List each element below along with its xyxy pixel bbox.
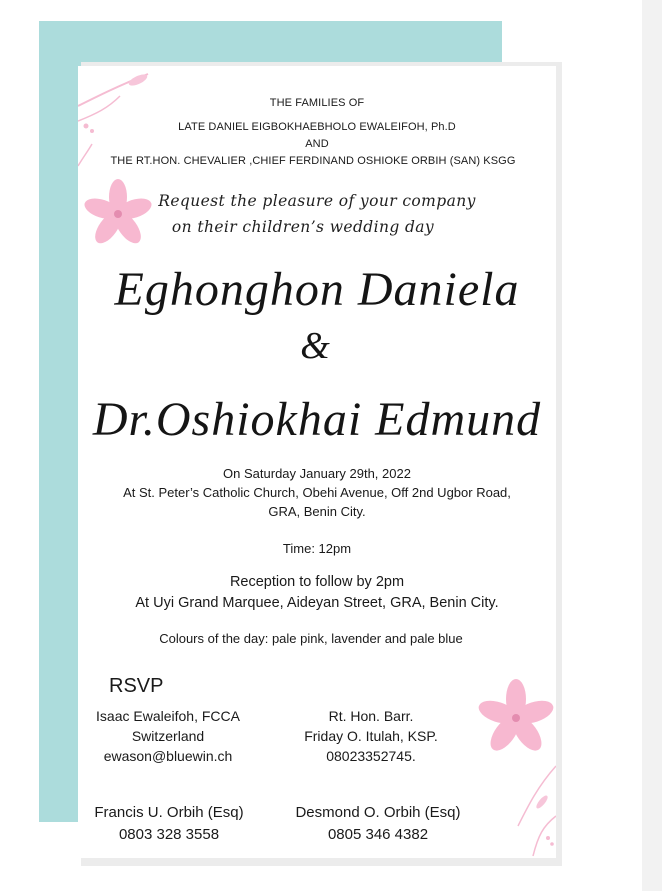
reception-line-1: Reception to follow by 2pm	[229, 574, 405, 590]
family-2: THE RT.HON. CHEVALIER ,CHIEF FERDINAND OSHIOKE ORBIH (SAN) KSGG	[110, 155, 516, 167]
rsvp-title: RSVP	[109, 675, 164, 697]
rsvp-contact-1	[84, 706, 252, 766]
contact-phone[interactable]: 0803 328 3558	[118, 826, 220, 843]
reception-line-2: At Uyi Grand Marquee, Aideyan Street, GRA, Benin City.	[135, 595, 499, 611]
request-line-2: on their children’s wedding day	[171, 218, 435, 236]
conjunction: AND	[305, 138, 329, 150]
request-line-1: Request the pleasure of your company	[158, 192, 476, 210]
bride-name: Eghonghon Daniela	[114, 263, 520, 316]
family-1: LATE DANIEL EIGBOKHAEBHOLO EWALEIFOH, Ph.D	[178, 121, 456, 133]
venue-line-2: GRA, Benin City.	[268, 504, 366, 519]
rsvp-contact-2	[286, 706, 456, 766]
pink-flower-icon	[476, 678, 556, 758]
rsvp-contact-4	[284, 802, 472, 846]
contact-name: Friday O. Itulah, KSP.	[304, 728, 438, 744]
contact-phone[interactable]: 08023352745.	[326, 748, 416, 764]
contact-name: Isaac Ewaleifoh, FCCA	[96, 708, 240, 724]
contact-name: Francis U. Orbih (Esq)	[94, 804, 244, 821]
contact-name: Desmond O. Orbih (Esq)	[295, 804, 461, 821]
contact-location: Switzerland	[131, 728, 205, 744]
invitation-card	[78, 66, 556, 858]
contact-phone[interactable]: 0805 346 4382	[327, 826, 429, 843]
venue-line-1: At St. Peter’s Catholic Church, Obehi Avenue, Off 2nd Ugbor Road,	[123, 485, 511, 500]
pink-flower-icon	[82, 178, 154, 250]
colours-of-the-day: Colours of the day: pale pink, lavender and pale blue	[159, 631, 463, 646]
floral-swirl-icon	[478, 756, 556, 858]
groom-name: Dr.Oshiokhai Edmund	[92, 393, 542, 446]
families-label: THE FAMILIES OF	[269, 97, 365, 109]
scrollbar-track[interactable]	[642, 0, 662, 891]
contact-email[interactable]: ewason@bluewin.ch	[103, 748, 233, 764]
wedding-date: On Saturday January 29th, 2022	[223, 466, 411, 481]
contact-title: Rt. Hon. Barr.	[328, 708, 414, 724]
ceremony-time: Time: 12pm	[282, 541, 352, 556]
ampersand: &	[300, 325, 330, 367]
rsvp-contact-3	[80, 802, 258, 846]
